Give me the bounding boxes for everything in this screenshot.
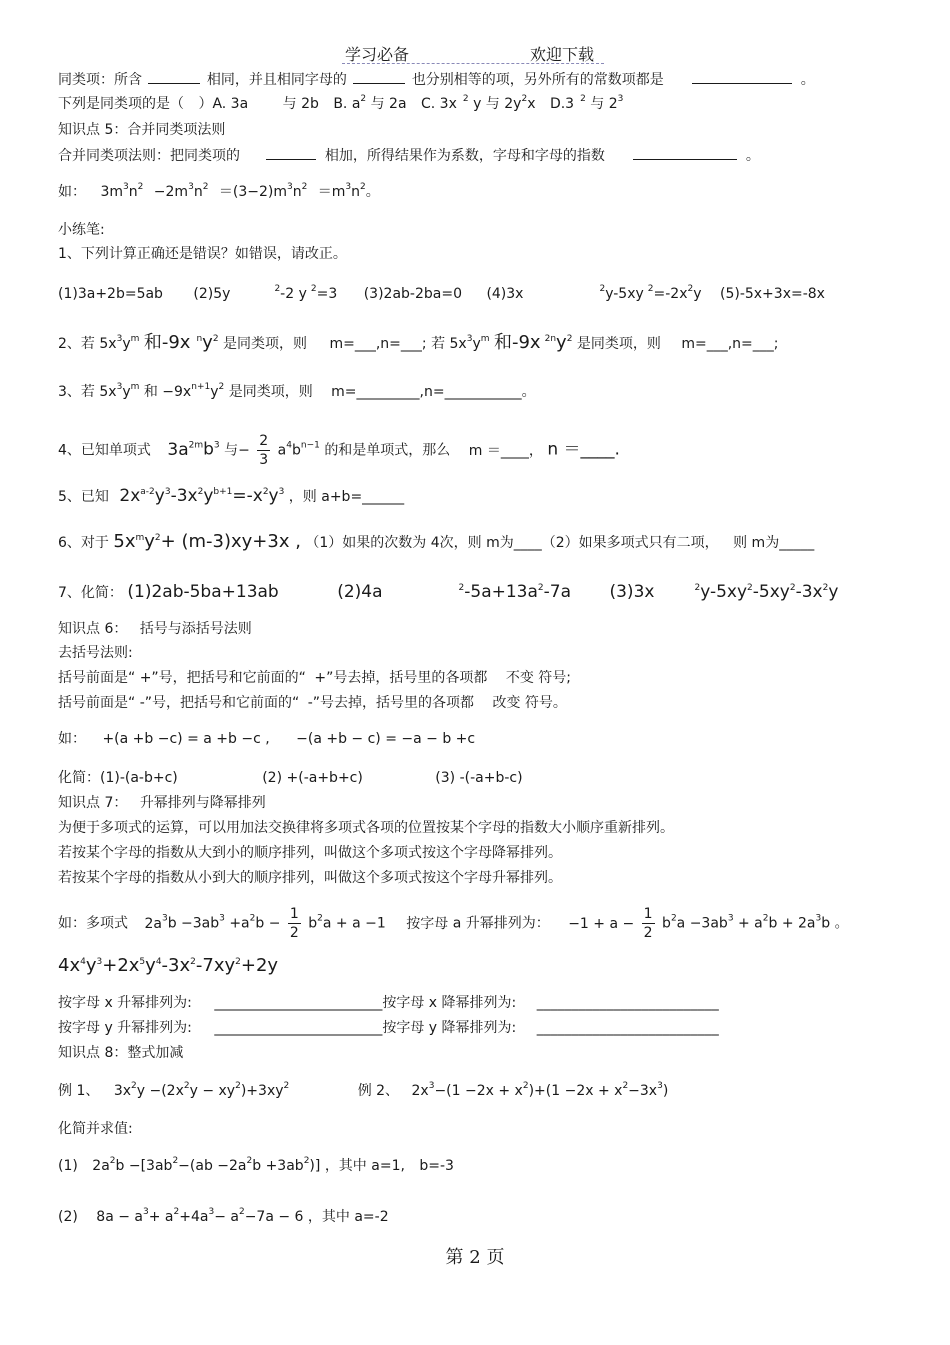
simplify-item-1: (1) $2a^2b -[3ab^2-(ab -2a^2b +3ab^2)]$ ，其中 a=1, b=-3 (58, 1156, 454, 1174)
definition-like-terms: 同类项：所含 相同，并且相同字母的 也分别相等的项，另外所有的常数项都是 。 (58, 72, 815, 88)
question-6: 6、对于 $5x^my^2+ (m-3)xy+3x$ , （1）如果的次数为 4次，则 m为____（2）如果多项式只有二项， 则 m为_____ (58, 531, 815, 552)
question-1-text: 1、下列计算正确还是错误？如错误，请改正。 (58, 246, 347, 262)
bracket-rule-minus: 括号前面是“ -”号，把括号和它前面的“ -”号去掉，括号里的各项都 改变 符号。 (58, 695, 567, 711)
header-left: 学习必备 (345, 45, 410, 64)
simplify-evaluate-heading: 化简并求值: (58, 1121, 133, 1137)
bracket-exercises: 化简：(1)-(a-b+c) (2) +(-a+b+c) (3) -(-a+b-c) (58, 770, 523, 786)
page-number: 第 2 页 (445, 1247, 505, 1268)
ordering-paragraph-1: 为便于多项式的运算，可以用加法交换律将多项式各项的位置按某个字母的指数大小顺序重新排列。 (58, 820, 674, 836)
ordering-paragraph-2: 若按某个字母的指数从大到小的顺序排列，叫做这个多项式按这个字母降幂排列。 (58, 845, 562, 861)
ordering-paragraph-3: 若按某个字母的指数从小到大的顺序排列，叫做这个多项式按这个字母升幂排列。 (58, 870, 562, 886)
fraction-one-half-answer: $\frac{1}{2}$ (643, 906, 653, 941)
simplify-item-2: (2) $8a - a^3+ a^2+4a^3- a^2-7a - 6$ ，其中 a=-2 (58, 1207, 389, 1225)
remove-brackets-rule-heading: 去括号法则: (58, 645, 133, 661)
blank (692, 70, 792, 84)
fraction-two-thirds: $\frac{2}{3}$ (259, 433, 269, 468)
bracket-rule-plus: 括号前面是“ +”号，把括号和它前面的“ +”号去掉，括号里的各项都 不变 符号; (58, 670, 572, 686)
question-3: 3、若 $5x^3y^m$ 和 $-9x^{n+1}y^2$ 是同类项，则 m=_________,n=___________。 (58, 382, 536, 400)
polynomial-exercise: $4x^4y^3+2x^5y^4-3x^2-7xy^2+2y$ (58, 955, 279, 976)
question-5: 5、已知 $2x^{a-2}y^3-3x^2y^{b+1}=-x^2y^3$ ，则 a+b=______ (58, 486, 405, 506)
question-4: 4、已知单项式 $3a^{2m}b^3$ 与− $\frac{2}{3}$ $a^4b^{n-1}$ 的和是单项式，那么 m ＝____， n ＝____. (58, 433, 620, 468)
example-combine: 如： $3m^3n^2 -2m^3n^2 =(3-2)m^3n^2 =m^3n^2$。 (58, 182, 380, 200)
question-like-terms: 下列是同类项的是（ ）A. 3a 与 2b B. $a^2$ 与 2a C. 3x $^2$ y 与 $2y^2x$ D.3 $^2$ 与 $2^3$ (58, 94, 624, 112)
header-dashed-rule (342, 63, 604, 64)
rule-combine-like-terms: 合并同类项法则：把同类项的 相加，所得结果作为系数，字母和字母的指数 。 (58, 148, 760, 164)
ordering-by-x: 按字母 x 升幂排列为: ________________________按字母 x 降幂排列为: __________________________ (58, 995, 719, 1011)
practice-heading: 小练笔: (58, 222, 105, 238)
page-header (0, 42, 950, 66)
bracket-example: 如： +(a +b −c) = a +b −c , −(a +b − c) = −a − b +c (58, 731, 476, 747)
ordering-by-y: 按字母 y 升幂排列为: ________________________按字母 y 降幂排列为: __________________________ (58, 1020, 719, 1036)
add-subtract-examples: 例 1、 $3x^2y -(2x^2y - xy^2)+3xy^2$ 例 2、 $2x^3-(1 -2x + x^2)+(1 -2x + x^2-3x^3)$ (58, 1081, 669, 1099)
question-1-items: (1)3a+2b=5ab (2)5y $^2$-2 y $^2$=3 (3)2ab-2ba=0 (4)3x $^2$y-5xy $^2=-2x^2y$ (5)-5x+3x=-8x (58, 284, 825, 302)
blank (633, 146, 737, 160)
question-2: 2、若 $5x^3y^m$ 和-9x $^ny^2$ 是同类项，则 m=___,n=___; 若 $5x^3y^m$ 和-9x $^{2n}y^2$ 是同类项，则 m=___,n=___; (58, 332, 779, 353)
fraction-one-half: $\frac{1}{2}$ (289, 906, 299, 941)
knowledge-point-6: 知识点 6： 括号与添括号法则 (58, 621, 252, 637)
knowledge-point-7: 知识点 7： 升幂排列与降幂排列 (58, 795, 266, 811)
question-7: 7、化简： (1)2ab-5ba+13ab (2)4a $^2-5a+13a^2-7a$ (3)3x $^2y-5xy^2-5xy^2-3x^2y$ (58, 582, 839, 602)
knowledge-point-8: 知识点 8：整式加减 (58, 1045, 184, 1061)
header-right: 欢迎下载 (530, 45, 595, 64)
blank (353, 70, 405, 84)
blank (148, 70, 200, 84)
blank (266, 146, 316, 160)
knowledge-point-5: 知识点 5：合并同类项法则 (58, 122, 226, 138)
ordering-example: 如：多项式 $2a^3b -3ab^3 +a^2b$ − $\frac{1}{2}$ $b^2a + a -1$ 按字母 a 升幂排列为： −1 + a − $\frac{1}{2}$ $b^2a -3ab^3 + a^2b + 2a^3b$ 。 (58, 906, 849, 941)
